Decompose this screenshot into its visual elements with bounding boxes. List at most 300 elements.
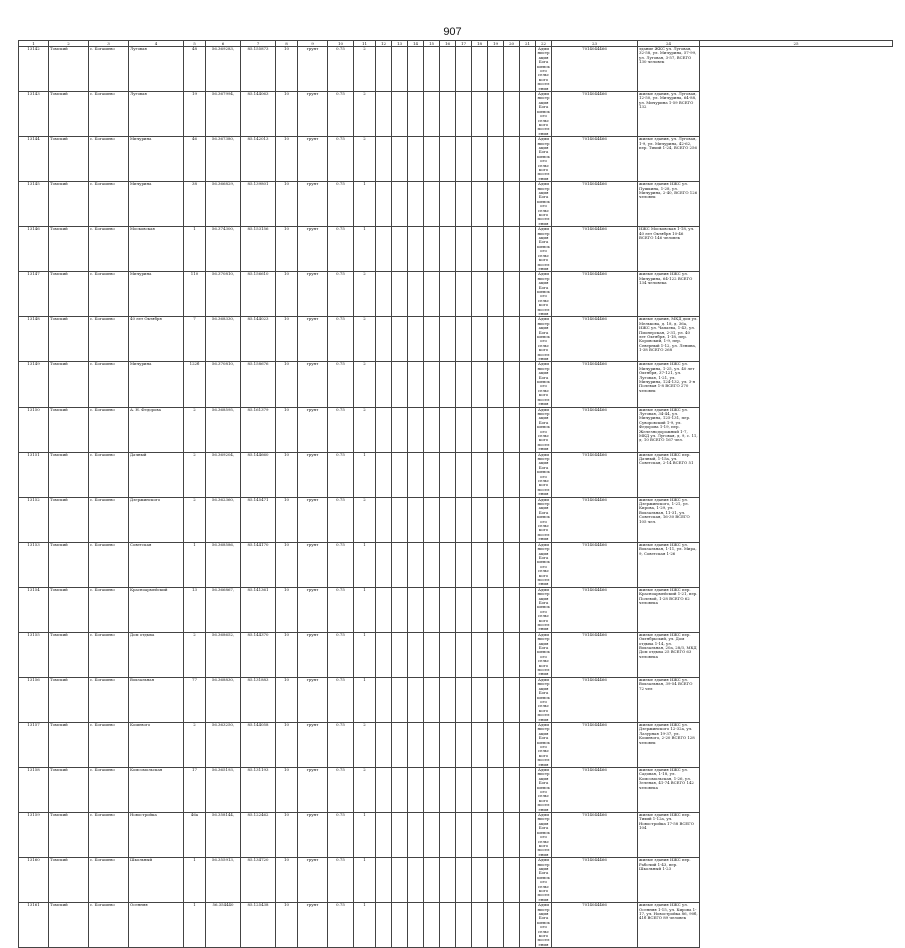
served-buildings-cell: жилые здания ИЖС ул. Дзержинского 12-32а, ул. Лазурная 19-37, ул. Кошевого, 2-20 ВСЕГО 128 человек	[638, 722, 700, 767]
empty-cell	[488, 137, 504, 182]
empty-cell	[376, 137, 392, 182]
table-row	[19, 182, 893, 227]
district-cell: Томский	[49, 47, 89, 92]
inn-cell: 7014044466	[552, 813, 638, 858]
locality-cell: с. Богашево	[89, 903, 129, 948]
district-cell: Томский	[49, 137, 89, 182]
served-buildings-cell: жилые здания ИЖС пер. Красноармейский 1-21, пер. Полевой, 1-28 ВСЕГО 62 человека	[638, 587, 700, 632]
table-row	[19, 47, 893, 92]
longitude-cell: 85.144370	[241, 632, 276, 677]
empty-cell	[456, 903, 472, 948]
latitude-cell: 56.358144,	[206, 813, 241, 858]
table-row	[19, 542, 893, 587]
empty-cell	[424, 362, 440, 407]
empty-cell	[472, 137, 488, 182]
inn-cell: 7014044466	[552, 362, 638, 407]
column-number-header: 20	[504, 41, 520, 47]
row-id-cell: 13150	[19, 407, 49, 452]
administration-cell: Администрация Богашевского сельского поселения	[537, 271, 550, 316]
building-number-cell: 19	[184, 92, 206, 137]
empty-cell	[472, 182, 488, 227]
empty-cell	[376, 542, 392, 587]
latitude-cell: 56.368652,	[206, 632, 241, 677]
empty-cell	[488, 407, 504, 452]
street-cell: 40 лет Октября	[129, 317, 184, 362]
row-id-cell: 13144	[19, 137, 49, 182]
empty-cell	[424, 722, 440, 767]
row-id-cell: 13146	[19, 227, 49, 272]
surface-type-cell: грунт	[298, 182, 328, 227]
empty-cell	[488, 587, 504, 632]
street-cell: Школьный	[129, 858, 184, 903]
administration-cell: Администрация Богашевского сельского поселения	[537, 902, 550, 947]
column-12-cell: 1	[354, 452, 376, 497]
column-12-cell: 2	[354, 317, 376, 362]
building-number-cell: 77	[184, 677, 206, 722]
street-cell: Новостройка	[129, 813, 184, 858]
column-number-header: 5	[184, 41, 206, 47]
building-number-cell: 7	[184, 317, 206, 362]
table-row	[19, 92, 893, 137]
empty-cell	[424, 47, 440, 92]
column-11-cell: 0.75	[328, 182, 354, 227]
empty-cell	[504, 317, 520, 362]
column-number-header: 13	[392, 41, 408, 47]
column-12-cell: 1	[354, 587, 376, 632]
empty-cell	[488, 182, 504, 227]
column-number-header: 1	[19, 41, 49, 47]
inn-cell: 7014044466	[552, 722, 638, 767]
longitude-cell: 85.156610	[241, 272, 276, 317]
column-11-cell: 0.75	[328, 677, 354, 722]
column-12-cell: 2	[354, 137, 376, 182]
column-12-cell: 1	[354, 677, 376, 722]
column-11-cell: 0.75	[328, 722, 354, 767]
district-cell: Томский	[49, 858, 89, 903]
empty-cell	[408, 272, 424, 317]
empty-cell	[488, 903, 504, 948]
served-buildings-cell: жилые здания ИЖС ул. Мичурина, 64-122 ВСЕГО 134 человека	[638, 272, 700, 317]
inn-cell: 7014044466	[552, 858, 638, 903]
locality-cell: с. Богашево	[89, 722, 129, 767]
surface-type-cell: грунт	[298, 452, 328, 497]
table-row	[19, 407, 893, 452]
column-8-cell: 10	[276, 813, 298, 858]
column-8-cell: 10	[276, 137, 298, 182]
inn-cell: 7014044466	[552, 92, 638, 137]
latitude-cell: 56.368586,	[206, 542, 241, 587]
longitude-cell: 85.144170	[241, 542, 276, 587]
empty-cell	[472, 858, 488, 903]
street-cell: Московская	[129, 227, 184, 272]
row-id-cell: 13161	[19, 903, 49, 948]
empty-cell	[408, 903, 424, 948]
locality-cell: с. Богашево	[89, 47, 129, 92]
column-12-cell: 1	[354, 858, 376, 903]
served-buildings-cell: жилые здания ИЖС ул. Осенняя 1-15, ул. Кирова 1-17, ул. Новостройка 86, 90б, 41б ВСЕГО 89 человек	[638, 903, 700, 948]
column-11-cell: 0.75	[328, 47, 354, 92]
empty-cell	[456, 768, 472, 813]
empty-cell	[520, 497, 536, 542]
column-8-cell: 10	[276, 632, 298, 677]
empty-cell	[488, 92, 504, 137]
building-number-cell: 17	[184, 768, 206, 813]
table-row	[19, 768, 893, 813]
table-row	[19, 137, 893, 182]
administration-cell: Администрация Богашевского сельского поселения	[537, 316, 550, 362]
column-12-cell: 2	[354, 362, 376, 407]
administration-cell: Администрация Богашевского сельского поселения	[537, 226, 550, 271]
surface-type-cell: грунт	[298, 317, 328, 362]
district-cell: Томский	[49, 677, 89, 722]
empty-cell	[472, 587, 488, 632]
empty-cell	[488, 362, 504, 407]
empty-cell	[408, 768, 424, 813]
column-12-cell: 2	[354, 92, 376, 137]
administration-cell: Администрация Богашевского сельского поселения	[537, 407, 550, 452]
empty-cell	[456, 587, 472, 632]
surface-type-cell: грунт	[298, 497, 328, 542]
empty-cell	[504, 47, 520, 92]
latitude-cell: 56.354440	[206, 903, 241, 948]
served-buildings-cell: жилые здания, ул. Луговая, 12-50, ул. Мичурина, 64-88, ул. Мичурина 1-59 ВСЕГО 132	[638, 92, 700, 137]
column-8-cell: 10	[276, 92, 298, 137]
empty-cell	[424, 182, 440, 227]
empty-cell	[408, 813, 424, 858]
inn-cell: 7014044466	[552, 227, 638, 272]
longitude-cell: 85.155873	[241, 47, 276, 92]
row-id-cell: 13149	[19, 362, 49, 407]
empty-cell	[472, 542, 488, 587]
column-11-cell: 0.75	[328, 768, 354, 813]
building-number-cell: 1	[184, 542, 206, 587]
street-cell: Мичурина	[129, 182, 184, 227]
latitude-cell: 56.370810,	[206, 272, 241, 317]
empty-cell	[392, 542, 408, 587]
column-12-cell: 2	[354, 272, 376, 317]
building-number-cell: 2	[184, 632, 206, 677]
empty-cell	[504, 632, 520, 677]
inn-cell: 7014044466	[552, 317, 638, 362]
empty-cell	[440, 407, 456, 452]
served-buildings-cell: жилые здания, ул. Луговая, 1-9, ул. Мичурина, 42-62, пер. Тихий 1-24, ВСЕГО 256	[638, 137, 700, 182]
empty-cell	[504, 407, 520, 452]
empty-cell	[440, 317, 456, 362]
table-row	[19, 362, 893, 407]
longitude-cell: 85.144660	[241, 452, 276, 497]
empty-cell	[456, 677, 472, 722]
building-number-cell: 1	[184, 858, 206, 903]
empty-cell	[408, 317, 424, 362]
empty-cell	[456, 317, 472, 362]
empty-cell	[424, 632, 440, 677]
column-number-header: 11	[354, 41, 376, 47]
administration-cell: Администрация Богашевского сельского поселения	[537, 542, 550, 587]
empty-cell	[504, 858, 520, 903]
column-8-cell: 10	[276, 47, 298, 92]
empty-cell	[520, 542, 536, 587]
empty-cell	[520, 677, 536, 722]
column-12-cell: 2	[354, 407, 376, 452]
empty-cell	[392, 362, 408, 407]
column-12-cell: 2	[354, 497, 376, 542]
column-number-header: 19	[488, 41, 504, 47]
empty-cell	[376, 272, 392, 317]
inn-cell: 7014044466	[552, 452, 638, 497]
table-row	[19, 272, 893, 317]
empty-cell	[408, 137, 424, 182]
empty-cell	[488, 813, 504, 858]
column-number-header: 12	[376, 41, 392, 47]
surface-type-cell: грунт	[298, 722, 328, 767]
empty-cell	[440, 137, 456, 182]
empty-cell	[472, 722, 488, 767]
empty-cell	[424, 587, 440, 632]
administration-cell: Администрация Богашевского сельского поселения	[537, 497, 550, 542]
surface-type-cell: грунт	[298, 677, 328, 722]
empty-cell	[376, 47, 392, 92]
column-number-header: 3	[89, 41, 129, 47]
inn-cell: 7014044466	[552, 137, 638, 182]
column-8-cell: 10	[276, 542, 298, 587]
latitude-cell: 56.370810,	[206, 362, 241, 407]
street-cell: Дачный	[129, 452, 184, 497]
column-8-cell: 10	[276, 452, 298, 497]
served-buildings-cell: жилые здания ИЖС пер. Дачный, 1-15а, ул. Советская, 2-14 ВСЕГО 51	[638, 452, 700, 497]
empty-cell	[392, 47, 408, 92]
empty-cell	[456, 722, 472, 767]
column-number-header: 16	[440, 41, 456, 47]
column-12-cell: 1	[354, 182, 376, 227]
locality-cell: с. Богашево	[89, 677, 129, 722]
district-cell: Томский	[49, 182, 89, 227]
column-8-cell: 10	[276, 317, 298, 362]
empty-cell	[424, 677, 440, 722]
longitude-cell: 85.139801	[241, 182, 276, 227]
empty-cell	[488, 227, 504, 272]
longitude-cell: 85.131193	[241, 768, 276, 813]
column-11-cell: 0.75	[328, 497, 354, 542]
empty-cell	[488, 542, 504, 587]
longitude-cell: 85.122462	[241, 813, 276, 858]
table-row	[19, 858, 893, 903]
building-number-cell: 46	[184, 137, 206, 182]
column-number-header: 15	[424, 41, 440, 47]
empty-cell	[424, 497, 440, 542]
row-id-cell: 13154	[19, 587, 49, 632]
column-12-cell: 1	[354, 542, 376, 587]
empty-cell	[456, 182, 472, 227]
empty-cell	[440, 92, 456, 137]
column-number-header: 24	[638, 41, 700, 47]
empty-cell	[504, 587, 520, 632]
locality-cell: с. Богашево	[89, 362, 129, 407]
empty-cell	[440, 452, 456, 497]
empty-cell	[504, 768, 520, 813]
inn-cell: 7014044466	[552, 677, 638, 722]
empty-cell	[408, 587, 424, 632]
column-12-cell: 1	[354, 813, 376, 858]
empty-cell	[440, 272, 456, 317]
column-11-cell: 0.75	[328, 903, 354, 948]
longitude-cell: 85.144063	[241, 92, 276, 137]
street-cell: Луговая	[129, 47, 184, 92]
empty-cell	[488, 497, 504, 542]
column-12-cell: 2	[354, 47, 376, 92]
street-cell: Вокзальная	[129, 677, 184, 722]
empty-cell	[456, 632, 472, 677]
served-buildings-cell: жилые здания ИЖС пер. Рабочий 1-43, пер. Школьный 1-23	[638, 858, 700, 903]
empty-cell	[408, 542, 424, 587]
empty-cell	[408, 858, 424, 903]
empty-cell	[408, 362, 424, 407]
empty-cell	[424, 92, 440, 137]
empty-cell	[392, 92, 408, 137]
longitude-cell: 85.131883	[241, 677, 276, 722]
column-8-cell: 10	[276, 407, 298, 452]
administration-cell: Администрация Богашевского сельского поселения	[537, 361, 550, 407]
longitude-cell: 85.141361	[241, 587, 276, 632]
row-id-cell: 13147	[19, 272, 49, 317]
latitude-cell: 56.367994,	[206, 92, 241, 137]
building-number-cell: 2	[184, 407, 206, 452]
empty-cell	[440, 542, 456, 587]
building-number-cell: 2	[184, 497, 206, 542]
empty-cell	[392, 858, 408, 903]
table-row	[19, 227, 893, 272]
empty-cell	[392, 903, 408, 948]
column-number-header: 25	[700, 41, 893, 47]
served-buildings-cell: жилые здания ИЖС ул. Вокзальная, 39-54 ВСЕГО 72 чел	[638, 677, 700, 722]
empty-cell	[376, 182, 392, 227]
column-8-cell: 10	[276, 587, 298, 632]
empty-cell	[456, 137, 472, 182]
empty-cell	[504, 813, 520, 858]
column-11-cell: 0.75	[328, 587, 354, 632]
empty-cell	[376, 677, 392, 722]
empty-cell	[424, 317, 440, 362]
locality-cell: с. Богашево	[89, 407, 129, 452]
latitude-cell: 56.365193,	[206, 768, 241, 813]
locality-cell: с. Богашево	[89, 768, 129, 813]
inn-cell: 7014044466	[552, 768, 638, 813]
empty-cell	[424, 227, 440, 272]
empty-cell	[392, 587, 408, 632]
administration-cell: Администрация Богашевского сельского поселения	[537, 452, 550, 497]
building-number-cell: 2	[184, 722, 206, 767]
served-buildings-cell: жилые здания ИЖС ул. Дзержинского, 1-21, ул. Кирова, 1-29, ул. Вокзальная, 11-31, ул. Советская, 16-30 ВСЕГО 105 чел.	[638, 497, 700, 542]
table-row	[19, 677, 893, 722]
empty-cell	[520, 362, 536, 407]
latitude-cell: 56.368595,	[206, 407, 241, 452]
locality-cell: с. Богашево	[89, 542, 129, 587]
latitude-cell: 56.374300,	[206, 227, 241, 272]
column-number-header: 8	[276, 41, 298, 47]
latitude-cell: 56.369283,	[206, 47, 241, 92]
administration-cell: Администрация Богашевского сельского поселения	[537, 632, 550, 677]
empty-cell	[392, 227, 408, 272]
empty-cell	[424, 137, 440, 182]
empty-cell	[504, 272, 520, 317]
surface-type-cell: грунт	[298, 407, 328, 452]
row-id-cell: 13157	[19, 722, 49, 767]
empty-cell	[440, 722, 456, 767]
empty-cell	[376, 813, 392, 858]
empty-cell	[472, 92, 488, 137]
column-8-cell: 10	[276, 858, 298, 903]
empty-cell	[392, 768, 408, 813]
column-11-cell: 0.75	[328, 407, 354, 452]
empty-cell	[392, 632, 408, 677]
surface-type-cell: грунт	[298, 542, 328, 587]
empty-cell	[472, 903, 488, 948]
empty-cell	[520, 768, 536, 813]
empty-cell	[472, 452, 488, 497]
empty-cell	[440, 813, 456, 858]
locality-cell: с. Богашево	[89, 497, 129, 542]
empty-cell	[488, 317, 504, 362]
empty-cell	[440, 587, 456, 632]
street-cell: Советская	[129, 542, 184, 587]
inn-cell: 7014044466	[552, 587, 638, 632]
empty-cell	[392, 677, 408, 722]
empty-cell	[408, 182, 424, 227]
surface-type-cell: грунт	[298, 272, 328, 317]
empty-cell	[376, 858, 392, 903]
empty-cell	[424, 903, 440, 948]
empty-cell	[520, 317, 536, 362]
empty-cell	[456, 92, 472, 137]
empty-cell	[424, 272, 440, 317]
empty-cell	[376, 587, 392, 632]
page-number: 907	[443, 26, 462, 38]
column-11-cell: 0.75	[328, 362, 354, 407]
inn-cell: 7014044466	[552, 542, 638, 587]
empty-cell	[392, 137, 408, 182]
empty-cell	[504, 137, 520, 182]
longitude-cell: 85.158676	[241, 362, 276, 407]
surface-type-cell: грунт	[298, 137, 328, 182]
empty-cell	[456, 227, 472, 272]
column-8-cell: 10	[276, 227, 298, 272]
empty-cell	[488, 272, 504, 317]
building-number-cell: 110	[184, 272, 206, 317]
empty-cell	[424, 452, 440, 497]
empty-cell	[472, 227, 488, 272]
empty-cell	[488, 858, 504, 903]
empty-cell	[424, 768, 440, 813]
table-row	[19, 587, 893, 632]
column-number-header: 7	[241, 41, 276, 47]
building-number-cell: 2	[184, 452, 206, 497]
empty-cell	[376, 497, 392, 542]
surface-type-cell: грунт	[298, 47, 328, 92]
inn-cell: 7014044466	[552, 903, 638, 948]
column-12-cell: 1	[354, 903, 376, 948]
empty-cell	[520, 632, 536, 677]
empty-cell	[520, 92, 536, 137]
building-number-cell: 13	[184, 587, 206, 632]
administration-cell: Администрация Богашевского сельского поселения	[537, 587, 550, 632]
inn-cell: 7014044466	[552, 407, 638, 452]
served-buildings-cell: ИЖС Московская 1-18, ул. 40 лет Октября 10-46 ВСЕГО 146 человек	[638, 227, 700, 272]
empty-cell	[488, 452, 504, 497]
street-cell: Мичурина	[129, 137, 184, 182]
district-cell: Томский	[49, 452, 89, 497]
street-cell: Мичурина	[129, 272, 184, 317]
column-number-header: 22	[536, 41, 552, 47]
table-row	[19, 497, 893, 542]
